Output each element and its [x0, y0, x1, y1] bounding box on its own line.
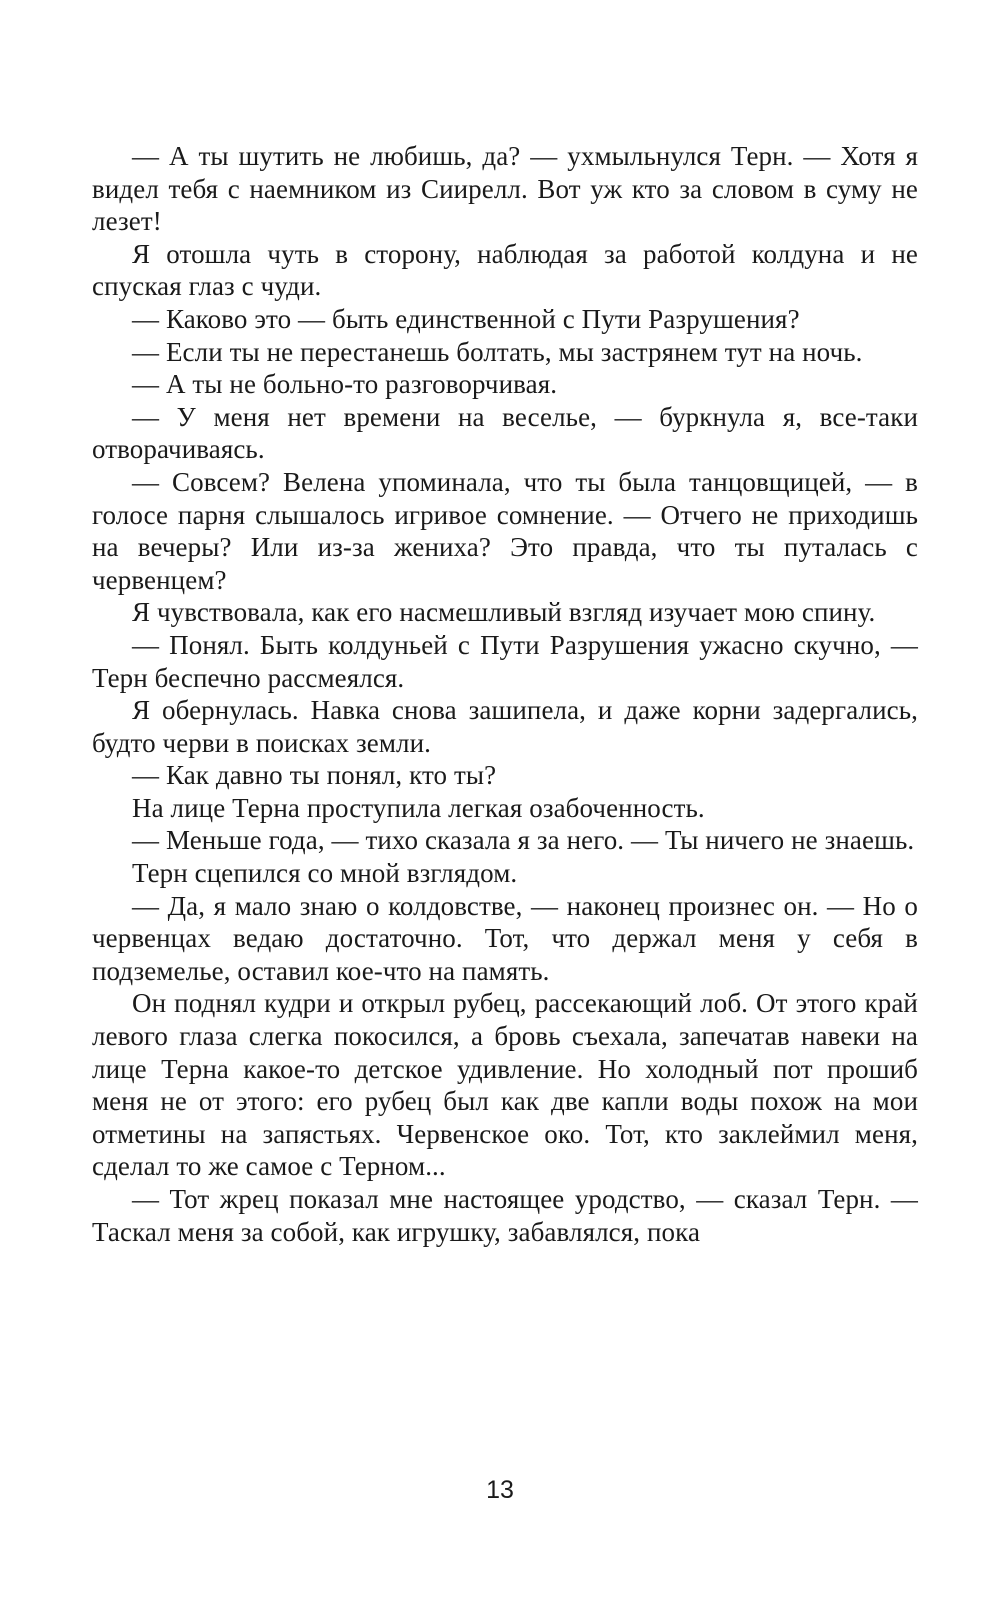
paragraph: Он поднял кудри и открыл рубец, рассекающий лоб. От этого край левого глаза слегка покосился, а бровь съехала, запечатав навеки на лице Терна какое-то детское удивление. Но холодный пот прошиб меня не от этого: его рубец был как две капли воды похож на мои отметины на запястьях. Червенское око. Тот, кто заклеймил меня, сделал то же самое с Терном...: [92, 988, 918, 1182]
paragraph: Я обернулась. Навка снова зашипела, и даже корни задергались, будто черви в поисках земли.: [92, 695, 918, 758]
paragraph: — Понял. Быть колдуньей с Пути Разрушения ужасно скучно, — Терн беспечно рассмеялся.: [92, 629, 918, 693]
paragraph: — Если ты не перестанешь болтать, мы застрянем тут на ночь.: [132, 336, 863, 367]
paragraph: — Совсем? Велена упоминала, что ты была танцовщицей, — в голосе парня слышалось игривое сомнение. — Отчего не приходишь на вечеры? Или из-за жениха? Это правда, что ты путалась с червенцем?: [92, 466, 918, 595]
paragraph: — А ты не больно-то разговорчивая.: [132, 369, 558, 400]
paragraph: — Меньше года, — тихо сказала я за него. — Ты ничего не знаешь.: [132, 825, 915, 856]
paragraph: — Да, я мало знаю о колдовстве, — наконец произнес он. — Но о червенцах ведаю достаточно. Тот, что держал меня у себя в подземелье, оставил кое-что на память.: [92, 890, 918, 986]
paragraph: Я отошла чуть в сторону, наблюдая за работой колдуна и не спуская глаз с чуди.: [92, 238, 918, 302]
paragraph: Терн сцепился со мной взглядом.: [132, 858, 518, 889]
paragraph: — Тот жрец показал мне настоящее уродство, — сказал Терн. — Таскал меня за собой, как игрушку, забавлялся, пока: [92, 1184, 918, 1247]
paragraph: — Как давно ты понял, кто ты?: [132, 760, 497, 791]
paragraph: — А ты шутить не любишь, да? — ухмыльнулся Терн. — Хотя я видел тебя с наемником из Сиирелл. Вот уж кто за словом в суму не лезет!: [92, 141, 918, 237]
paragraph: — У меня нет времени на веселье, — буркнула я, все-таки отворачиваясь.: [92, 401, 918, 465]
body-text: [92, 140, 918, 1248]
paragraph: — Каково это — быть единственной с Пути Разрушения?: [132, 303, 800, 334]
paragraph: Я чувствовала, как его насмешливый взгляд изучает мою спину.: [132, 597, 876, 628]
paragraph: На лице Терна проступила легкая озабоченность.: [132, 792, 705, 823]
page-number: 13: [486, 1476, 514, 1504]
